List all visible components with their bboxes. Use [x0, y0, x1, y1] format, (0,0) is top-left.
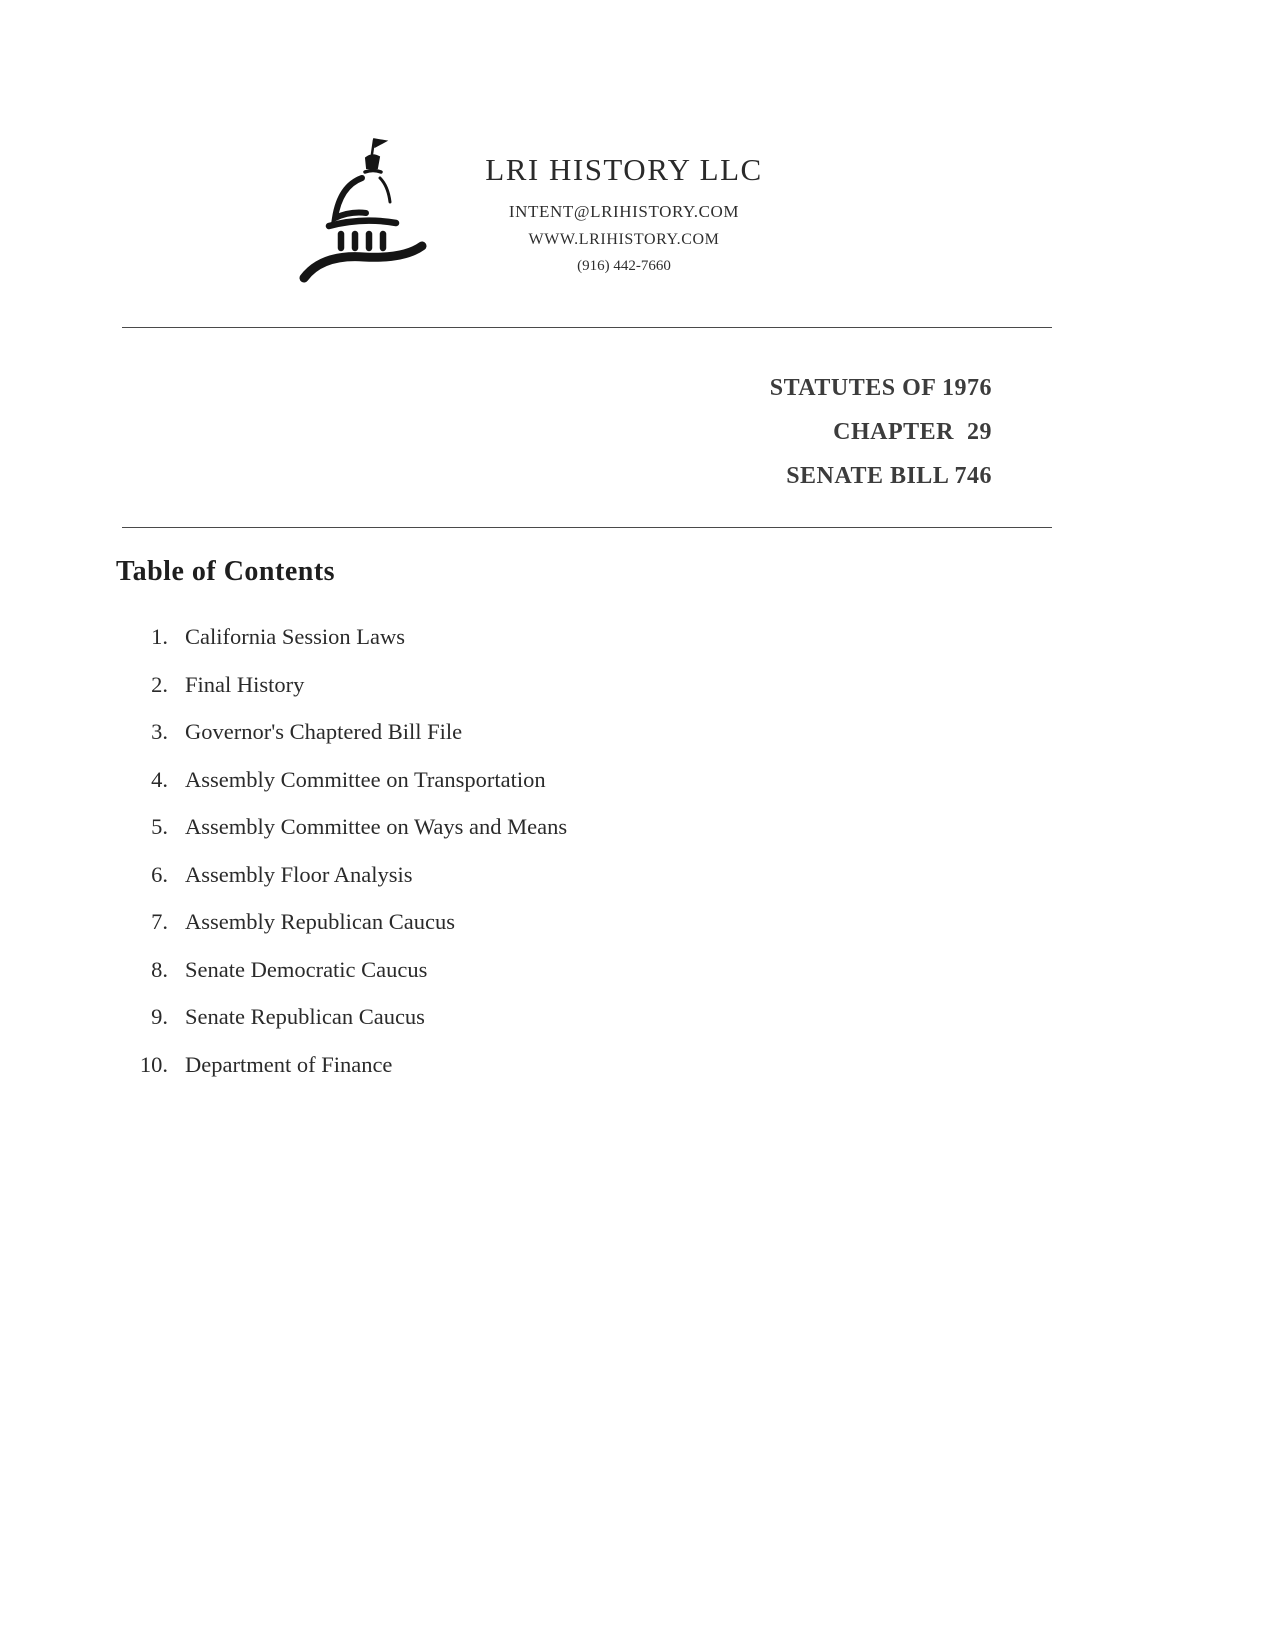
statute-block: [560, 366, 992, 498]
toc-item-number: 1.: [151, 624, 168, 649]
statute-bill: SENATE BILL 746: [786, 463, 992, 489]
letterhead: [296, 126, 784, 296]
toc-item-number: 7.: [151, 909, 168, 934]
divider-top: [122, 327, 1052, 328]
toc-item-label: Senate Democratic Caucus: [185, 956, 428, 982]
company-website: WWW.LRIHISTORY.COM: [528, 231, 720, 248]
toc-item: [116, 670, 916, 700]
toc-title: Table of Contents: [116, 556, 336, 587]
toc-item-number: 10.: [139, 1051, 168, 1077]
toc-item: [116, 622, 916, 652]
statute-chapter: CHAPTER 29: [833, 419, 992, 445]
toc-item-number: 2.: [151, 671, 168, 697]
toc-item: [116, 907, 916, 937]
statute-year: STATUTES OF 1976: [769, 375, 992, 401]
toc-item-number: 3.: [151, 719, 168, 744]
toc-item-number: 4.: [151, 766, 168, 792]
toc-item: [116, 860, 916, 890]
toc-item-label: Assembly Floor Analysis: [185, 861, 413, 887]
toc-item-number: 9.: [151, 1004, 168, 1029]
toc-item: [116, 1002, 916, 1032]
letterhead-text: [464, 126, 784, 275]
company-name: LRI HISTORY LLC: [485, 152, 763, 187]
toc-item: [116, 717, 916, 747]
toc-item-number: 5.: [151, 814, 168, 839]
toc-item: [116, 812, 916, 842]
toc-item-label: Final History: [185, 671, 305, 697]
toc-item: [116, 955, 916, 985]
toc-item-label: Governor's Chaptered Bill File: [185, 719, 463, 744]
capitol-dome-logo-icon: [296, 126, 446, 296]
toc-item-label: Assembly Committee on Transportation: [185, 766, 546, 792]
toc-item-number: 8.: [151, 956, 168, 982]
toc-item-number: 6.: [151, 861, 168, 887]
company-phone: (916) 442-7660: [577, 258, 671, 274]
toc-item-label: Assembly Committee on Ways and Means: [185, 814, 568, 839]
toc-item-label: Senate Republican Caucus: [185, 1004, 425, 1029]
toc-item-label: Department of Finance: [185, 1051, 393, 1077]
toc-item: [116, 1050, 916, 1080]
toc-item-label: Assembly Republican Caucus: [185, 909, 455, 934]
toc-list: [116, 622, 916, 1097]
toc-item-label: California Session Laws: [185, 624, 405, 649]
toc-item: [116, 765, 916, 795]
company-email: INTENT@LRIHISTORY.COM: [508, 202, 740, 221]
divider-bottom: [122, 527, 1052, 528]
